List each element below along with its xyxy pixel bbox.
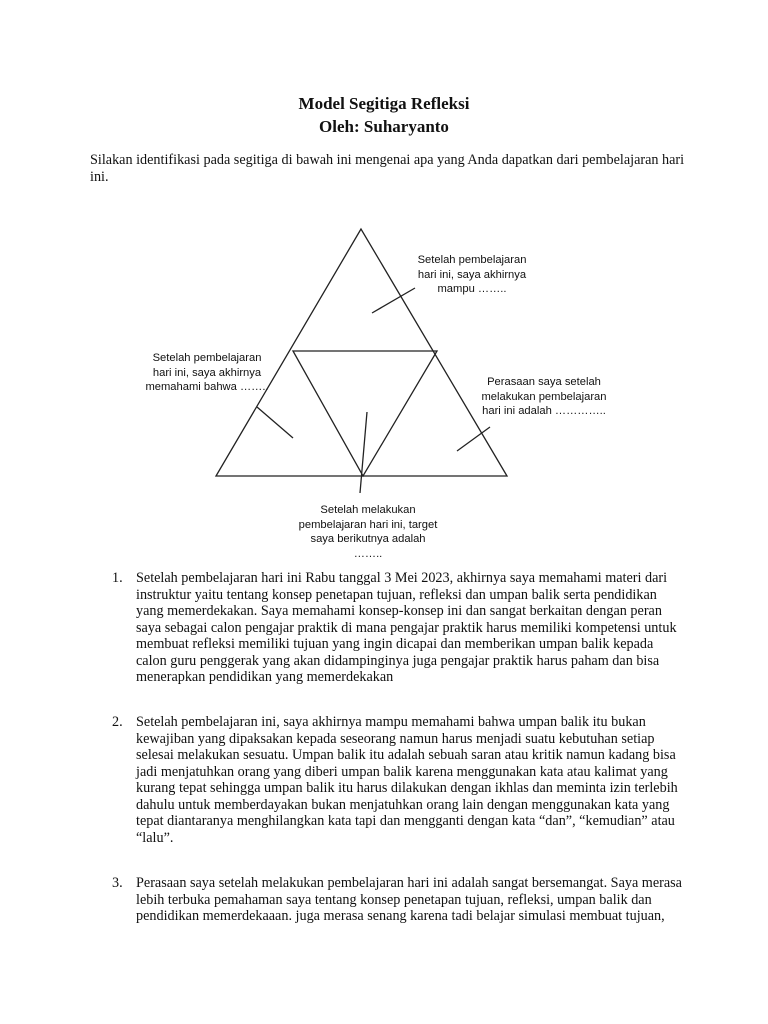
list-item-number: 1. [112, 570, 123, 586]
list-item-text: Perasaan saya setelah melakukan pembelajaran hari ini adalah sangat bersemangat. Saya merasa lebih terbuka pemahaman saya tentang konsep penetapan tujuan, refleksi, umpan balik dan pendidikan memerdekaaan. juga merasa senang karena tadi belajar simulasi membuat tujuan, [136, 875, 682, 924]
document-title: Model Segitiga Refleksi [298, 94, 470, 113]
list-item [112, 714, 687, 846]
diagram-label-top: Setelah pembelajaran hari ini, saya akhirnya mampu …….. [417, 254, 527, 295]
list-item-number: 2. [112, 714, 123, 730]
list-item-text: Setelah pembelajaran hari ini Rabu tanggal 3 Mei 2023, akhirnya saya memahami materi dari instruktur yaitu tentang konsep penetapan tujuan, refleksi dan umpan balik serta pendidikan yang memerdekakan. Saya memahami konsep-konsep ini dan sangat berkaitan dengan peran saya sebagai calon pengajar praktik di mana pengajar praktik harus memiliki kompetensi untuk membuat refleksi memiliki tujuan yang ingin dicapai dan memberikan umpan balik kepada calon guru penggerak yang akan didampinginya juga pengajar praktik harus paham dan bisa menerapkan pendidikan yang memerdekakan [136, 570, 677, 685]
list-item [112, 570, 687, 686]
diagram-label-bottom: Setelah melakukan pembelajaran hari ini, target saya berikutnya adalah …….. [298, 504, 438, 560]
list-item [112, 875, 687, 925]
list-item-text: Setelah pembelajaran ini, saya akhirnya mampu memahami bahwa umpan balik itu bukan kewajiban yang dipaksakan kepada seseorang namun harus menjadi suatu kebutuhan setiap selesai melakukan sesuatu. Umpan balik itu adalah sebuah saran atau kritik namun kadang bisa jadi menjatuhkan orang yang diberi umpan balik karena menggunakan kata atau kalimat yang kurang tepat sehingga umpan balik itu harus dilakukan dengan ikhlas dan meminta izin terlebih dahulu untuk memberdayakan bukan menjatuhkan orang lain dengan menggunakan kata yang tepat diantaranya menghilangkan kata tapi dan mengganti dengan kata “dan”, “kemudian” atau “lalu”. [136, 714, 678, 846]
diagram-label-left: Setelah pembelajaran hari ini, saya akhirnya memahami bahwa …….. [145, 352, 269, 393]
inner-triangle [293, 351, 437, 476]
document-author: Oleh: Suharyanto [319, 117, 449, 136]
pointer-line-left [257, 407, 293, 438]
diagram-label-right: Perasaan saya setelah melakukan pembelajaran hari ini adalah ………….. [481, 376, 607, 417]
pointer-line-bottom [360, 412, 367, 493]
list-item-number: 3. [112, 875, 123, 891]
intro-paragraph: Silakan identifikasi pada segitiga di bawah ini mengenai apa yang Anda dapatkan dari pembelajaran hari ini. [90, 152, 685, 185]
